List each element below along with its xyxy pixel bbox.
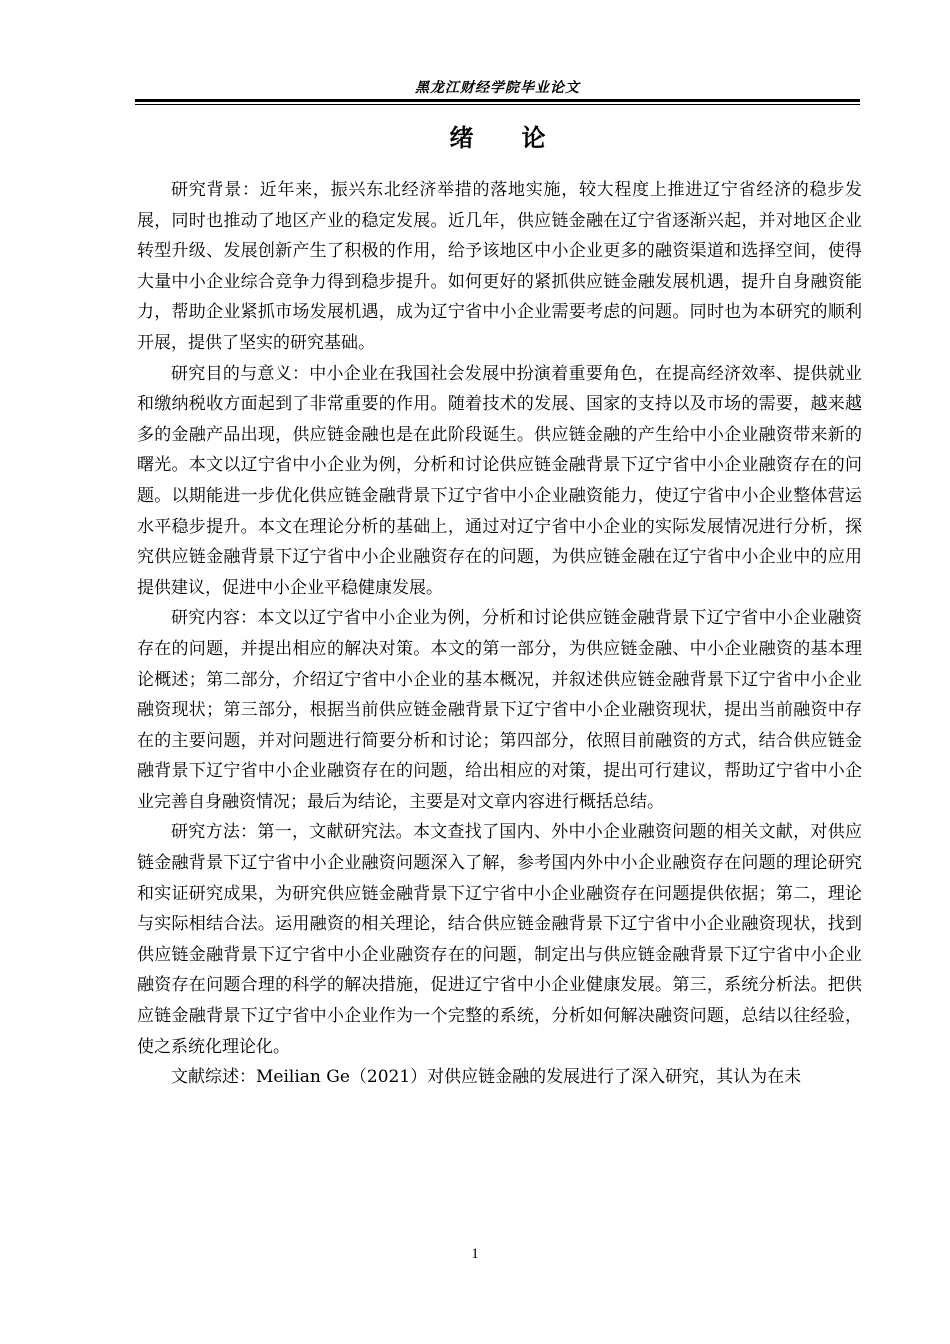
paragraph-research-background: 研究背景：近年来，振兴东北经济举措的落地实施，较大程度上推进辽宁省经济的稳步发展，同时也推动了地区产业的稳定发展。近几年，供应链金融在辽宁省逐渐兴起，并对地区企业转型升级、发展创新产生了积极的作用，给予该地区中小企业更多的融资渠道和选择空间，使得大量中小企业综合竞争力得到稳步提升。如何更好的紧抓供应链金融发展机遇，提升自身融资能力，帮助企业紧抓市场发展机遇，成为辽宁省中小企业需要考虑的问题。同时也为本研究的顺利开展，提供了坚实的研究基础。 (137, 180, 862, 353)
header-rule-thick (135, 99, 860, 102)
chapter-title: 绪 论 (449, 124, 546, 152)
paragraph-research-content: 研究内容：本文以辽宁省中小企业为例，分析和讨论供应链金融背景下辽宁省中小企业融资存在的问题，并提出相应的解决对策。本文的第一部分，为供应链金融、中小企业融资的基本理论概述；第二部分，介绍辽宁省中小企业的基本概况，并叙述供应链金融背景下辽宁省中小企业融资现状；第三部分，根据当前供应链金融背景下辽宁省中小企业融资现状，提出当前融资中存在的主要问题，并对问题进行简要分析和讨论；第四部分，依照目前融资的方式，结合供应链金融背景下辽宁省中小企业融资存在的问题，给出相应的对策，提出可行建议，帮助辽宁省中小企业完善自身融资情况；最后为结论，主要是对文章内容进行概括总结。 (137, 608, 862, 812)
page-number: 1 (471, 1246, 479, 1262)
body-text (137, 175, 862, 1093)
paragraph-research-methods: 研究方法：第一，文献研究法。本文查找了国内、外中小企业融资问题的相关文献，对供应链金融背景下辽宁省中小企业融资问题深入了解，参考国内外中小企业融资存在问题的理论研究和实证研究成果，为研究供应链金融背景下辽宁省中小企业融资存在问题提供依据；第二，理论与实际相结合法。运用融资的相关理论，结合供应链金融背景下辽宁省中小企业融资现状，找到供应链金融背景下辽宁省中小企业融资存在的问题，制定出与供应链金融背景下辽宁省中小企业融资存在问题合理的科学的解决措施，促进辽宁省中小企业健康发展。第三，系统分析法。把供应链金融背景下辽宁省中小企业作为一个完整的系统，分析如何解决融资问题，总结以往经验，使之系统化理论化。 (137, 822, 862, 1057)
header-rule-thin (135, 104, 860, 105)
paragraph-research-purpose: 研究目的与意义：中小企业在我国社会发展中扮演着重要角色，在提高经济效率、提供就业和缴纳税收方面起到了非常重要的作用。随着技术的发展、国家的支持以及市场的需要，越来越多的金融产品出现，供应链金融也是在此阶段诞生。供应链金融的产生给中小企业融资带来新的曙光。本文以辽宁省中小企业为例，分析和讨论供应链金融背景下辽宁省中小企业融资存在的问题。以期能进一步优化供应链金融背景下辽宁省中小企业融资能力，使辽宁省中小企业整体营运水平稳步提升。本文在理论分析的基础上，通过对辽宁省中小企业的实际发展情况进行分析，探究供应链金融背景下辽宁省中小企业融资存在的问题，为供应链金融在辽宁省中小企业中的应用提供建议，促进中小企业平稳健康发展。 (137, 363, 862, 598)
running-header: 黑龙江财经学院毕业论文 (415, 80, 580, 96)
paragraph-literature-review: 文献综述：Meilian Ge（2021）对供应链金融的发展进行了深入研究，其认为在未 (171, 1067, 802, 1088)
